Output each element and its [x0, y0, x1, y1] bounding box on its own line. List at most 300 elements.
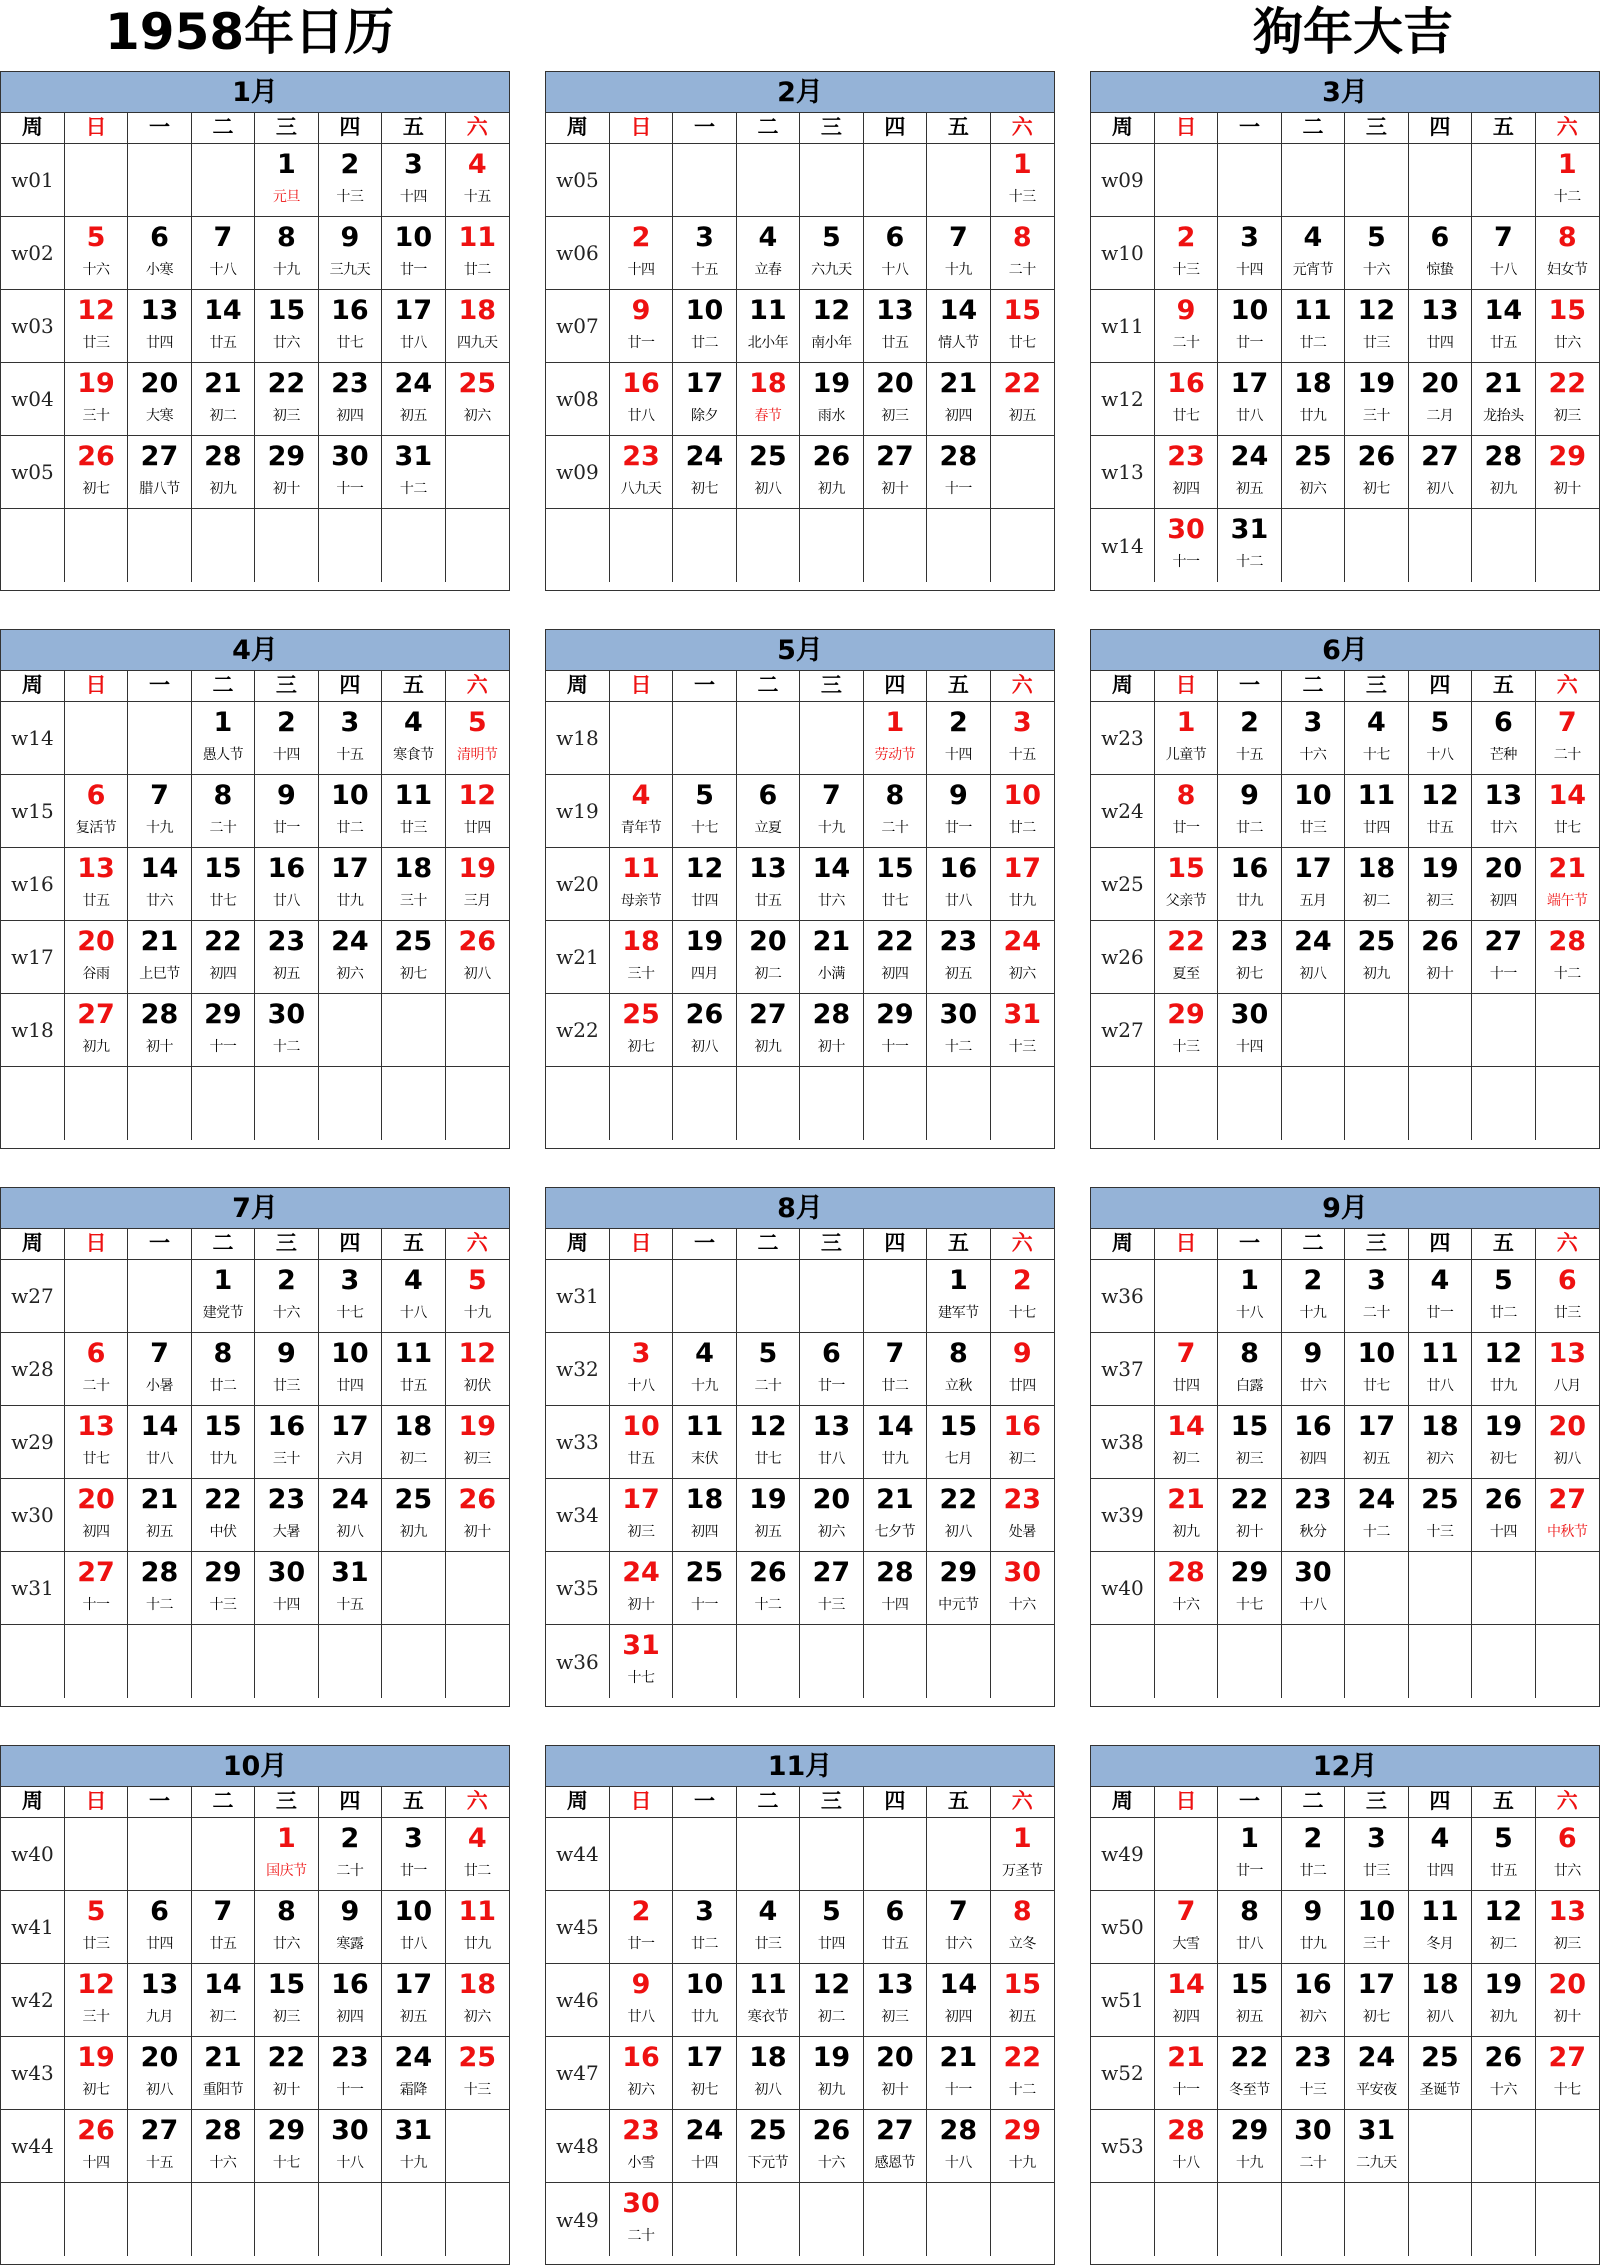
day-number: 10 [1357, 1896, 1396, 1927]
week-row [1, 848, 509, 921]
lunar-label: 二十 [1362, 1305, 1390, 1321]
day-number: 16 [939, 853, 978, 884]
day-cell [737, 921, 800, 993]
week-row [1, 702, 509, 775]
lunar-label: 愚人节 [202, 747, 244, 763]
day-cell [65, 1406, 128, 1478]
week-number: w34 [546, 1479, 610, 1551]
lunar-label: 十七 [627, 1670, 655, 1686]
day-cell [128, 1625, 191, 1698]
day-cell [1282, 290, 1345, 362]
week-row [1091, 1406, 1599, 1479]
day-number: 10 [1294, 780, 1332, 811]
day-cell [737, 1260, 800, 1332]
weekday-header: 一 [673, 1229, 736, 1259]
weekday-header: 四 [1409, 1229, 1472, 1259]
day-number: 28 [939, 2115, 978, 2146]
lunar-label: 初四 [1489, 893, 1517, 909]
lunar-label: 初三 [1553, 1936, 1581, 1952]
day-number: 16 [1294, 1969, 1332, 2000]
week-number: w25 [1091, 848, 1155, 920]
day-cell [864, 1260, 927, 1332]
lunar-label: 廿四 [145, 1936, 173, 1952]
day-cell [1409, 1479, 1472, 1551]
day-cell [1218, 2110, 1281, 2182]
lunar-label: 初九 [1362, 966, 1390, 982]
lunar-label: 初六 [463, 2009, 491, 2025]
day-cell [800, 290, 863, 362]
day-number: 30 [939, 999, 978, 1030]
lunar-label: 廿五 [1426, 820, 1454, 836]
day-cell [1345, 144, 1408, 216]
day-cell [192, 994, 255, 1066]
day-cell [1282, 2183, 1345, 2256]
day-number: 22 [204, 926, 242, 957]
month-title: 8月 [546, 1188, 1054, 1229]
week-row [1091, 436, 1599, 509]
day-cell [1472, 290, 1535, 362]
day-cell [1472, 775, 1535, 847]
day-number: 3 [1012, 707, 1032, 738]
day-cell [1472, 144, 1535, 216]
day-number: 31 [1357, 2115, 1396, 2146]
day-cell [128, 702, 191, 774]
week-number: w09 [546, 436, 610, 508]
weekday-header: 二 [192, 113, 255, 143]
day-cell [864, 1406, 927, 1478]
day-cell [128, 1067, 191, 1140]
lunar-label: 十一 [881, 1039, 909, 1055]
week-column-header: 周 [1091, 671, 1155, 701]
day-cell [991, 436, 1054, 508]
day-cell [382, 1479, 445, 1551]
day-cell [192, 217, 255, 289]
day-number: 19 [1357, 368, 1396, 399]
weekday-header-row [546, 671, 1054, 702]
day-cell [1345, 290, 1408, 362]
day-number: 25 [1421, 2042, 1459, 2073]
day-number: 3 [340, 707, 360, 738]
day-cell [65, 1964, 128, 2036]
day-cell [1345, 848, 1408, 920]
day-cell [1345, 1625, 1408, 1698]
day-cell [991, 1406, 1054, 1478]
lunar-label: 十七 [272, 2155, 300, 2171]
lunar-label: 九月 [145, 2009, 173, 2025]
day-number: 18 [1421, 1411, 1459, 1442]
day-number: 25 [749, 441, 787, 472]
day-number: 22 [267, 2042, 306, 2073]
day-cell [1536, 363, 1599, 435]
lunar-label: 廿六 [1553, 1863, 1581, 1879]
day-number: 14 [812, 853, 851, 884]
day-number: 27 [812, 1557, 851, 1588]
weekday-header-row [1091, 671, 1599, 702]
lunar-label: 廿七 [336, 335, 364, 351]
day-cell [1409, 1406, 1472, 1478]
lunar-label: 秋分 [1299, 1524, 1327, 1540]
weekday-header: 四 [1409, 1787, 1472, 1817]
lunar-label: 十七 [1008, 1305, 1036, 1321]
day-cell [800, 848, 863, 920]
day-cell [1218, 2037, 1281, 2109]
day-cell [255, 363, 318, 435]
month-title: 7月 [1, 1188, 509, 1229]
lunar-label: 三十 [1362, 408, 1390, 424]
lunar-label: 初八 [754, 2082, 782, 2098]
day-cell [1536, 2183, 1599, 2256]
lunar-label: 廿九 [1235, 893, 1263, 909]
day-cell [446, 702, 509, 774]
day-cell [319, 1406, 382, 1478]
week-column-header: 周 [1, 1787, 65, 1817]
day-cell [737, 1406, 800, 1478]
lunar-label: 二十 [1008, 262, 1036, 278]
lunar-label: 初四 [336, 408, 364, 424]
lunar-label: 十六 [209, 2155, 237, 2171]
day-cell [255, 1891, 318, 1963]
day-cell [1536, 702, 1599, 774]
lunar-label: 初九 [209, 481, 237, 497]
lunar-label: 初七 [690, 2082, 718, 2098]
day-number: 24 [622, 1557, 660, 1588]
day-number: 18 [685, 1484, 724, 1515]
day-cell [991, 2183, 1054, 2256]
lunar-label: 初伏 [463, 1378, 491, 1394]
day-number: 9 [277, 780, 296, 811]
day-number: 25 [394, 1484, 433, 1515]
lunar-label: 初三 [627, 1524, 655, 1540]
day-number: 18 [749, 2042, 787, 2073]
week-number: w26 [1091, 921, 1155, 993]
day-cell [1409, 1625, 1472, 1698]
day-number: 26 [812, 2115, 851, 2146]
lunar-label: 廿四 [690, 893, 718, 909]
day-number: 13 [1484, 780, 1523, 811]
lunar-label: 三十 [82, 2009, 110, 2025]
week-row [546, 1891, 1054, 1964]
day-number: 6 [885, 222, 905, 253]
day-number: 10 [1230, 295, 1269, 326]
week-number: w52 [1091, 2037, 1155, 2109]
day-cell [65, 144, 128, 216]
month-block [0, 1187, 510, 1707]
day-cell [255, 2183, 318, 2256]
day-number: 15 [1230, 1969, 1269, 2000]
day-cell [610, 363, 673, 435]
day-cell [927, 1818, 990, 1890]
week-number: w22 [546, 994, 610, 1066]
lunar-label: 十三 [209, 1597, 237, 1613]
lunar-label: 初六 [817, 1524, 845, 1540]
day-cell [382, 1625, 445, 1698]
day-number: 3 [1303, 707, 1323, 738]
week-row [546, 994, 1054, 1067]
day-number: 12 [812, 1969, 851, 2000]
lunar-label: 十三 [1426, 1524, 1454, 1540]
day-number: 19 [749, 1484, 787, 1515]
weekday-header: 三 [800, 671, 863, 701]
lunar-label: 廿九 [881, 1451, 909, 1467]
weekday-header-row [1, 1787, 509, 1818]
weekday-header: 日 [65, 1787, 128, 1817]
day-cell [1282, 2037, 1345, 2109]
day-number: 4 [467, 1823, 487, 1854]
day-cell [192, 1891, 255, 1963]
lunar-label: 七月 [944, 1451, 972, 1467]
day-cell [1218, 1625, 1281, 1698]
day-number: 8 [1557, 222, 1577, 253]
day-number: 30 [331, 2115, 369, 2146]
day-number: 11 [394, 1338, 433, 1369]
day-number: 26 [1484, 1484, 1523, 1515]
day-number: 13 [77, 1411, 115, 1442]
day-number: 20 [876, 2042, 914, 2073]
day-number: 30 [622, 2188, 660, 2219]
day-cell [1472, 1067, 1535, 1140]
week-row [1091, 921, 1599, 994]
day-cell [991, 848, 1054, 920]
week-number: w18 [546, 702, 610, 774]
day-number: 26 [749, 1557, 787, 1588]
day-number: 13 [1548, 1896, 1587, 1927]
week-row [1, 1406, 509, 1479]
day-number: 22 [1167, 926, 1205, 957]
day-number: 17 [394, 295, 433, 326]
day-cell [1409, 775, 1472, 847]
lunar-label: 初十 [817, 1039, 845, 1055]
day-number: 31 [394, 2115, 433, 2146]
day-number: 19 [812, 2042, 851, 2073]
day-number: 19 [458, 853, 497, 884]
day-cell [800, 994, 863, 1066]
lunar-label: 廿二 [463, 262, 491, 278]
week-number: w10 [1091, 217, 1155, 289]
day-number: 13 [140, 1969, 179, 2000]
day-cell [1218, 1964, 1281, 2036]
lunar-label: 小寒 [145, 262, 173, 278]
week-row [546, 921, 1054, 994]
day-number: 26 [458, 926, 497, 957]
day-number: 26 [77, 2115, 115, 2146]
day-cell [382, 1552, 445, 1624]
day-cell [192, 848, 255, 920]
lunar-label: 初四 [881, 966, 909, 982]
week-row [1091, 290, 1599, 363]
day-cell [1409, 994, 1472, 1066]
week-row [546, 217, 1054, 290]
lunar-label: 十三 [1172, 1039, 1200, 1055]
day-number: 27 [140, 2115, 179, 2146]
lunar-label: 二九天 [1356, 2155, 1397, 2171]
day-cell [800, 1818, 863, 1890]
day-cell [1282, 1818, 1345, 1890]
day-number: 6 [1493, 707, 1513, 738]
day-number: 10 [685, 295, 724, 326]
day-number: 22 [204, 1484, 242, 1515]
lunar-label: 廿九 [336, 893, 364, 909]
day-number: 21 [1167, 2042, 1205, 2073]
day-cell [1472, 848, 1535, 920]
lunar-label: 二十 [336, 1863, 364, 1879]
lunar-label: 二十 [881, 820, 909, 836]
weekday-header: 一 [1218, 1787, 1281, 1817]
day-cell [610, 1552, 673, 1624]
day-number: 1 [1012, 1823, 1032, 1854]
week-row [1, 217, 509, 290]
lunar-label: 十五 [336, 1597, 364, 1613]
day-number: 1 [948, 1265, 968, 1296]
lunar-label: 廿四 [1172, 1378, 1200, 1394]
week-number: w28 [1, 1333, 65, 1405]
weekday-header: 二 [192, 1229, 255, 1259]
day-cell [864, 921, 927, 993]
day-cell [1409, 1964, 1472, 2036]
day-cell [65, 994, 128, 1066]
day-number: 10 [685, 1969, 724, 2000]
day-number: 5 [86, 1896, 106, 1927]
day-cell [610, 2037, 673, 2109]
lunar-label: 初四 [1299, 1451, 1327, 1467]
day-cell [864, 1552, 927, 1624]
week-column-header: 周 [546, 671, 610, 701]
calendar-title: 1958年日历 [105, 3, 395, 61]
day-number: 13 [749, 853, 787, 884]
day-number: 23 [622, 2115, 660, 2146]
day-number: 27 [749, 999, 787, 1030]
month-block [1090, 71, 1600, 591]
week-number [1091, 2183, 1155, 2256]
day-number: 11 [749, 295, 787, 326]
day-cell [319, 363, 382, 435]
day-cell [864, 848, 927, 920]
weekday-header: 一 [673, 1787, 736, 1817]
day-cell [1536, 290, 1599, 362]
day-cell [1409, 363, 1472, 435]
day-number: 28 [1167, 1557, 1205, 1588]
lunar-label: 十四 [944, 747, 972, 763]
weekday-header: 一 [128, 113, 191, 143]
week-row [1, 1067, 509, 1140]
day-number: 6 [150, 1896, 169, 1927]
day-cell [1218, 2183, 1281, 2256]
lunar-label: 妇女节 [1547, 262, 1588, 278]
day-cell [864, 1625, 927, 1698]
lunar-label: 大寒 [145, 408, 173, 424]
lunar-label: 十三 [1008, 189, 1036, 205]
day-number: 17 [685, 2042, 724, 2073]
day-number: 30 [1230, 999, 1269, 1030]
lunar-label: 十二 [754, 1597, 782, 1613]
day-number: 29 [1230, 1557, 1269, 1588]
lunar-label: 四九天 [457, 335, 498, 351]
day-cell [1472, 1333, 1535, 1405]
lunar-label: 初五 [1235, 2009, 1263, 2025]
week-number: w48 [546, 2110, 610, 2182]
day-number: 17 [1357, 1969, 1396, 2000]
day-number: 22 [1003, 368, 1042, 399]
day-cell [1282, 848, 1345, 920]
lunar-label: 劳动节 [874, 747, 916, 763]
week-row [1, 144, 509, 217]
day-cell [1345, 702, 1408, 774]
day-number: 4 [1430, 1823, 1450, 1854]
week-number: w46 [546, 1964, 610, 2036]
day-cell [864, 1964, 927, 2036]
day-cell [673, 994, 736, 1066]
day-cell [128, 994, 191, 1066]
lunar-label: 廿六 [817, 893, 845, 909]
day-number: 18 [1357, 853, 1396, 884]
weekday-header: 一 [673, 671, 736, 701]
lunar-label: 初二 [1362, 893, 1390, 909]
day-cell [382, 2037, 445, 2109]
lunar-label: 小满 [817, 966, 845, 982]
lunar-label: 十二 [399, 481, 427, 497]
lunar-label: 廿二 [1299, 1863, 1327, 1879]
lunar-label: 初二 [754, 966, 782, 982]
day-cell [991, 1479, 1054, 1551]
day-number: 21 [1484, 368, 1523, 399]
day-number: 14 [1548, 780, 1587, 811]
lunar-label: 十一 [944, 2082, 972, 2098]
lunar-label: 初七 [627, 1039, 655, 1055]
day-cell [1282, 2110, 1345, 2182]
weekday-header: 四 [864, 1787, 927, 1817]
week-number: w51 [1091, 1964, 1155, 2036]
day-number: 12 [1421, 780, 1459, 811]
day-cell [319, 2183, 382, 2256]
weekday-header-row [546, 113, 1054, 144]
lunar-label: 初二 [1008, 1451, 1036, 1467]
week-row [1, 1479, 509, 1552]
day-cell [192, 2037, 255, 2109]
lunar-label: 十四 [690, 2155, 718, 2171]
day-cell [1218, 1260, 1281, 1332]
day-number: 5 [1493, 1265, 1513, 1296]
day-cell [319, 1964, 382, 2036]
day-cell [65, 1067, 128, 1140]
week-number: w08 [546, 363, 610, 435]
week-number [546, 509, 610, 582]
week-row [1, 775, 509, 848]
day-cell [991, 1625, 1054, 1698]
day-number: 19 [1421, 853, 1459, 884]
day-number: 7 [948, 1896, 968, 1927]
lunar-label: 廿六 [272, 335, 300, 351]
day-cell [800, 1260, 863, 1332]
lunar-label: 初七 [82, 2082, 110, 2098]
day-number: 6 [1557, 1823, 1577, 1854]
day-number: 28 [876, 1557, 914, 1588]
lunar-label: 二十 [82, 1378, 110, 1394]
day-number: 22 [1230, 2042, 1269, 2073]
day-number: 17 [1230, 368, 1269, 399]
day-cell [128, 1479, 191, 1551]
weekday-header: 四 [319, 113, 382, 143]
day-number: 7 [1557, 707, 1577, 738]
day-cell [192, 1552, 255, 1624]
lunar-label: 十九 [817, 820, 845, 836]
day-number: 27 [876, 2115, 914, 2146]
day-cell [800, 921, 863, 993]
day-cell [1472, 2037, 1535, 2109]
day-cell [1218, 1891, 1281, 1963]
day-cell [1155, 1625, 1218, 1698]
day-cell [864, 509, 927, 582]
week-row [1091, 2110, 1599, 2183]
day-number: 8 [277, 1896, 296, 1927]
